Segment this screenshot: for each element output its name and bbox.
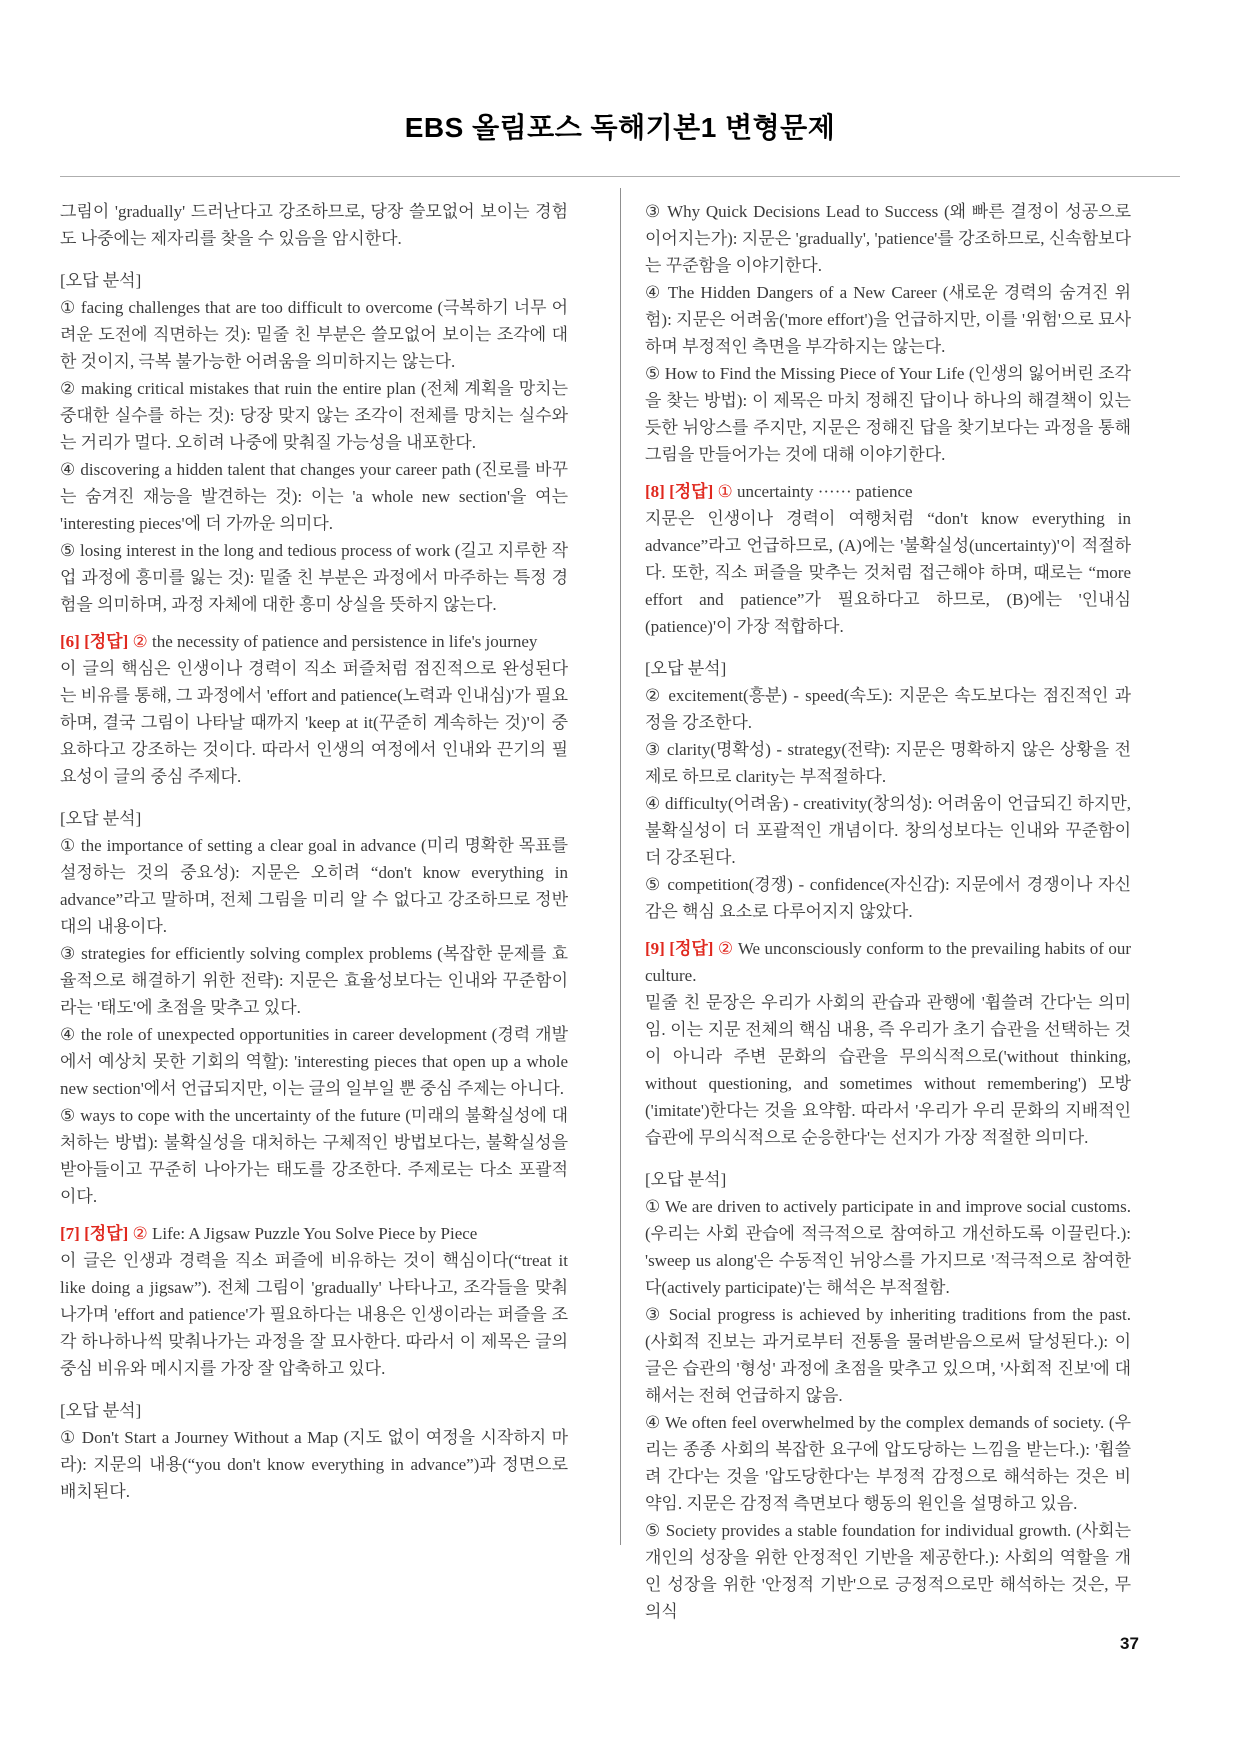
- answer-head: [645, 478, 1131, 505]
- header-divider: [60, 176, 1180, 177]
- section-label: [오답 분석]: [60, 271, 142, 290]
- option-analysis: ④ discovering a hidden talent that changes your career path (진로를 바꾸는 숨겨진 재능을 발견하는 것): 이는 'a whole new section'을 여는 'interesting pieces'에 더 가까운 의미다.: [60, 460, 568, 533]
- option-analysis: ⑤ competition(경쟁) - confidence(자신감): 지문에서 경쟁이나 자신감은 핵심 요소로 다루어지지 않았다.: [645, 875, 1131, 921]
- left-column: [60, 198, 568, 1505]
- option-analysis: ③ clarity(명확성) - strategy(전략): 지문은 명확하지 않은 상황을 전제로 하므로 clarity는 부적절하다.: [645, 740, 1131, 786]
- option-analysis: ① the importance of setting a clear goal in advance (미리 명확한 목표를 설정하는 것의 중요성): 지문은 오히려 “don't know everything in advance”라고 말하며, 전체 그림을 미리 알 수 없다고 강조하므로 정반대의 내용이다.: [60, 836, 568, 936]
- page-title: EBS 올림포스 독해기본1 변형문제: [404, 112, 836, 143]
- section-label: [오답 분석]: [645, 1170, 727, 1189]
- option-analysis: ① Don't Start a Journey Without a Map (지도 없이 여정을 시작하지 마라): 지문의 내용(“you don't know everything in advance”)과 정면으로 배치된다.: [60, 1428, 568, 1501]
- option-analysis: ④ the role of unexpected opportunities in career development (경력 개발에서 예상치 못한 기회의 역할): 'interesting pieces that open up a whole new section'에서 언급되지만, 이는 글의 일부일 뿐 중심 주제는 아니다.: [60, 1025, 568, 1098]
- answer-head: [60, 1220, 568, 1247]
- option-analysis: ⑤ losing interest in the long and tedious process of work (길고 지루한 작업 과정에 흥미를 잃는 것): 밑줄 친 부분은 과정에서 마주하는 특정 경험을 의미하며, 과정 자체에 대한 흥미 상실을 뜻하지 않는다.: [60, 541, 568, 614]
- section-label: [오답 분석]: [60, 1401, 142, 1420]
- answer-head: [645, 935, 1131, 989]
- answer-head: [60, 628, 568, 655]
- answer-explanation: 이 글의 핵심은 인생이나 경력이 직소 퍼즐처럼 점진적으로 완성된다는 비유를 통해, 그 과정에서 'effort and patience(노력과 인내심)'가 필요하며, 결국 그림이 나타날 때까지 'keep at it(꾸준히 계속하는 것)'이 중요하다고 강조하는 것이다. 따라서 인생의 여정에서 인내와 끈기의 필요성이 글의 중심 주제다.: [60, 659, 568, 786]
- option-analysis: ① facing challenges that are too difficult to overcome (극복하기 너무 어려운 도전에 직면하는 것): 밑줄 친 부분은 쓸모없어 보이는 조각에 대한 것이지, 극복 불가능한 어려움을 의미하지는 않는다.: [60, 298, 568, 371]
- option-analysis: ④ difficulty(어려움) - creativity(창의성): 어려움이 언급되긴 하지만, 불확실성이 더 포괄적인 개념이다. 창의성보다는 인내와 꾸준함이 더 강조된다.: [645, 794, 1131, 867]
- option-analysis: ④ The Hidden Dangers of a New Career (새로운 경력의 숨겨진 위험): 지문은 어려움('more effort')을 언급하지만, 이를 '위험'으로 묘사하며 부정적인 측면을 부각하지는 않는다.: [645, 283, 1131, 356]
- option-analysis: ④ We often feel overwhelmed by the complex demands of society. (우리는 종종 사회의 복잡한 요구에 압도당하는 느낌을 받는다.): '휩쓸려 간다'는 것을 '압도당한다'는 부정적 감정으로 해석하는 것은 비약임. 지문은 감정적 측면보다 행동의 원인을 설명하고 있음.: [645, 1413, 1131, 1513]
- answer-title: We unconsciously conform to the prevailing habits of our culture.: [645, 939, 1131, 985]
- option-analysis: ① We are driven to actively participate in and improve social customs. (우리는 사회 관습에 적극적으로 참여하고 개선하도록 이끌린다.): 'sweep us along'은 수동적인 뉘앙스를 가지므로 '적극적으로 참여한다(actively participate)'는 해석은 부적절함.: [645, 1197, 1131, 1297]
- answer-explanation: 밑줄 친 문장은 우리가 사회의 관습과 관행에 '휩쓸려 간다'는 의미임. 이는 지문 전체의 핵심 내용, 즉 우리가 초기 습관을 선택하는 것이 아니라 주변 문화의 습관을 무의식적으로('without thinking, without questioning, and sometimes without remembering') 모방('imitate')한다는 것을 요약함. 따라서 '우리가 우리 문화의 지배적인 습관에 무의식적으로 순응한다'는 선지가 가장 적절한 의미다.: [645, 993, 1131, 1147]
- option-analysis: ⑤ Society provides a stable foundation for individual growth. (사회는 개인의 성장을 위한 안정적인 기반을 제공한다.): 사회의 역할을 개인 성장을 위한 '안정적 기반'으로 긍정적으로만 해석하는 것은, 무의식: [645, 1521, 1131, 1621]
- paragraph: 그림이 'gradually' 드러난다고 강조하므로, 당장 쓸모없어 보이는 경험도 나중에는 제자리를 찾을 수 있음을 암시한다.: [60, 202, 568, 248]
- option-analysis: ② excitement(흥분) - speed(속도): 지문은 속도보다는 점진적인 과정을 강조한다.: [645, 686, 1131, 732]
- answer-choice-number: ①: [717, 482, 737, 501]
- answer-explanation: 지문은 인생이나 경력이 여행처럼 “don't know everything in advance”라고 언급하므로, (A)에는 '불확실성(uncertainty)'이 적절하다. 또한, 직소 퍼즐을 맞추는 것처럼 접근해야 하며, 때로는 “more effort and patience”가 필요하다고 하므로, (B)에는 '인내심(patience)'이 가장 적합하다.: [645, 509, 1131, 636]
- answer-label: [9] [정답]: [645, 939, 718, 958]
- option-analysis: ③ strategies for efficiently solving complex problems (복잡한 문제를 효율적으로 해결하기 위한 전략): 지문은 효율성보다는 인내와 꾸준함이라는 '태도'에 초점을 맞추고 있다.: [60, 944, 568, 1017]
- answer-title: uncertainty ······ patience: [737, 482, 913, 501]
- answer-title: Life: A Jigsaw Puzzle You Solve Piece by Piece: [152, 1224, 478, 1243]
- answer-title: the necessity of patience and persistence in life's journey: [152, 632, 538, 651]
- column-divider: [620, 188, 621, 1545]
- answer-explanation: 이 글은 인생과 경력을 직소 퍼즐에 비유하는 것이 핵심이다(“treat it like doing a jigsaw”). 전체 그림이 'gradually' 나타나고, 조각들을 맞춰나가며 'effort and patience'가 필요하다는 내용은 인생이라는 퍼즐을 조각 하나하나씩 맞춰나가는 과정을 잘 묘사한다. 따라서 이 제목은 글의 중심 비유와 메시지를 가장 잘 압축하고 있다.: [60, 1251, 568, 1378]
- section-label: [오답 분석]: [645, 659, 727, 678]
- option-analysis: ⑤ ways to cope with the uncertainty of the future (미래의 불확실성에 대처하는 방법): 불확실성을 대처하는 구체적인 방법보다는, 불확실성을 받아들이고 꾸준히 나아가는 태도를 강조한다. 주제로는 다소 포괄적이다.: [60, 1106, 568, 1206]
- page-number: 37: [1120, 1634, 1139, 1653]
- section-label: [오답 분석]: [60, 809, 142, 828]
- right-column: [645, 198, 1131, 1625]
- answer-label: [6] [정답]: [60, 632, 133, 651]
- answer-label: [8] [정답]: [645, 482, 718, 501]
- answer-choice-number: ②: [717, 939, 738, 958]
- answer-choice-number: ②: [132, 1224, 152, 1243]
- answer-choice-number: ②: [132, 632, 152, 651]
- option-analysis: ③ Social progress is achieved by inheriting traditions from the past. (사회적 진보는 과거로부터 전통을 물려받음으로써 달성된다.): 이 글은 습관의 '형성' 과정에 초점을 맞추고 있으며, '사회적 진보'에 대해서는 전혀 언급하지 않음.: [645, 1305, 1131, 1405]
- option-analysis: ③ Why Quick Decisions Lead to Success (왜 빠른 결정이 성공으로 이어지는가): 지문은 'gradually', 'patience'를 강조하므로, 신속함보다는 꾸준함을 이야기한다.: [645, 202, 1131, 275]
- answer-label: [7] [정답]: [60, 1224, 133, 1243]
- option-analysis: ⑤ How to Find the Missing Piece of Your Life (인생의 잃어버린 조각을 찾는 방법): 이 제목은 마치 정해진 답이나 하나의 해결책이 있는 듯한 뉘앙스를 주지만, 지문은 정해진 답을 찾기보다는 과정을 통해 그림을 만들어가는 것에 대해 이야기한다.: [645, 364, 1131, 464]
- option-analysis: ② making critical mistakes that ruin the entire plan (전체 계획을 망치는 중대한 실수를 하는 것): 당장 맞지 않는 조각이 전체를 망치는 실수와는 거리가 멀다. 오히려 나중에 맞춰질 가능성을 내포한다.: [60, 379, 568, 452]
